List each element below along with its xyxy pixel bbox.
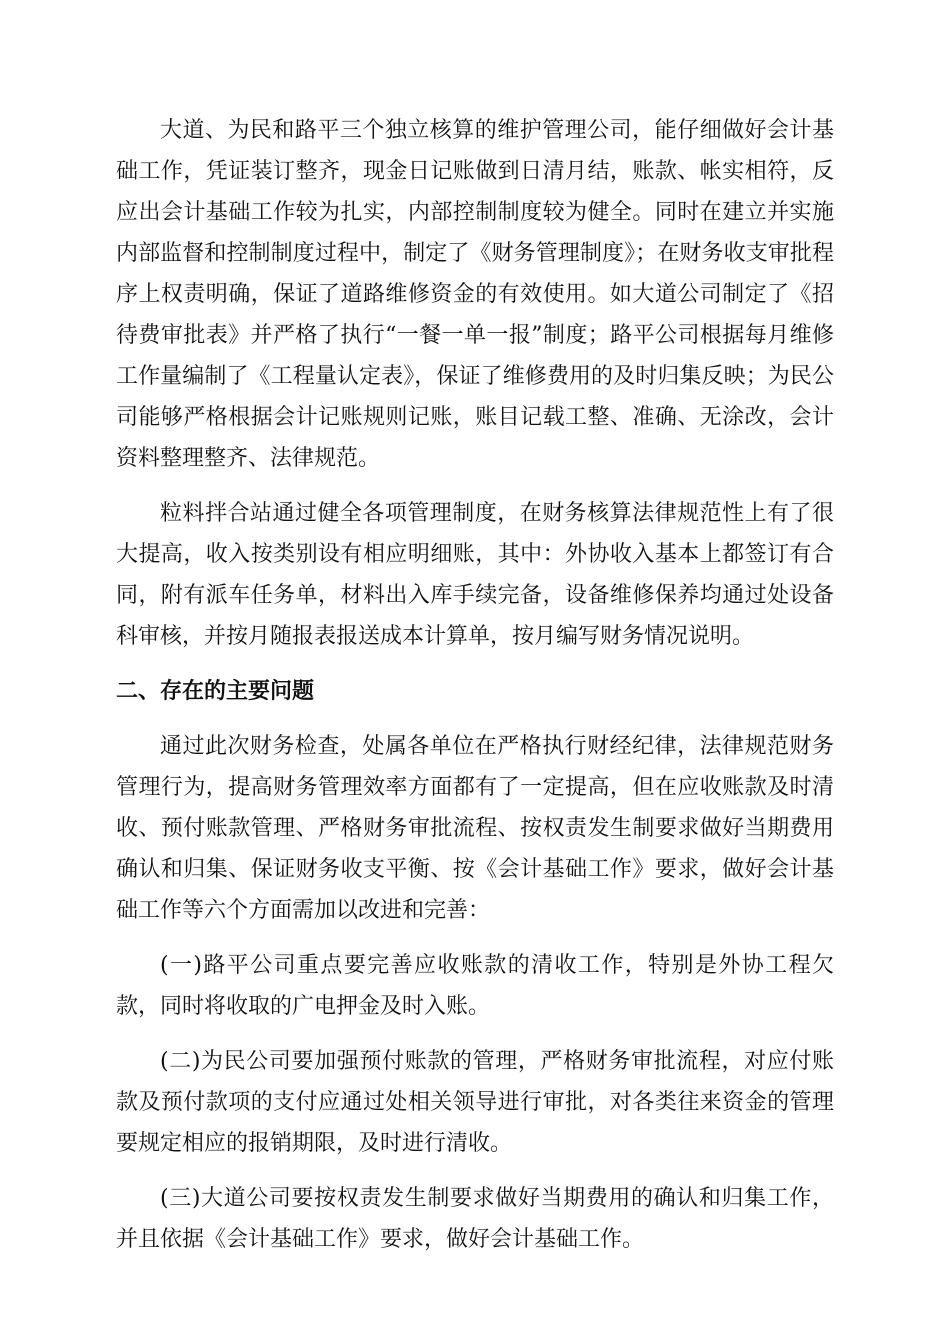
paragraph-mixing-station: 粒料拌合站通过健全各项管理制度，在财务核算法律规范性上有了很大提高，收入按类别设有相应明细账，其中：外协收入基本上都签订有合同，附有派车任务单，材料出入库手续完备，设备维修保养均通过处设备科审核，并按月随报表报送成本计算单，按月编写财务情况说明。 [116, 501, 834, 649]
paragraph-item-2: (二)为民公司要加强预付账款的管理，严格财务审批流程，对应付账款及预付款项的支付应通过处相关领导进行审批，对各类往来资金的管理要规定相应的报销期限，及时进行清收。 [116, 1049, 834, 1156]
paragraph-maintenance-companies: 大道、为民和路平三个独立核算的维护管理公司，能仔细做好会计基础工作，凭证装订整齐，现金日记账做到日清月结，账款、帐实相符，反应出会计基础工作较为扎实，内部控制制度较为健全。同时在建立并实施内部监督和控制制度过程中，制定了《财务管理制度》；在财务收支审批程序上权责明确，保证了道路维修资金的有效使用。如大道公司制定了《招待费审批表》并严格了执行“一餐一单一报”制度；路平公司根据每月维修工作量编制了《工程量认定表》，保证了维修费用的及时归集反映；为民公司能够严格根据会计记账规则记账，账目记载工整、准确、无涂改，会计资料整理整齐、法律规范。 [116, 118, 834, 471]
paragraph-item-1: (一)路平公司重点要完善应收账款的清收工作，特别是外协工程欠款，同时将收取的广电押金及时入账。 [116, 953, 834, 1019]
paragraph-item-3: (三)大道公司要按权责发生制要求做好当期费用的确认和归集工作，并且依据《会计基础工作》要求，做好会计基础工作。 [116, 1186, 834, 1252]
section-heading-main-problems: 二、存在的主要问题 [116, 679, 315, 704]
document-body [116, 110, 834, 1274]
paragraph-inspection-summary: 通过此次财务检查，处属各单位在严格执行财经纪律，法律规范财务管理行为，提高财务管理效率方面都有了一定提高，但在应收账款及时清收、预付账款管理、严格财务审批流程、按权责发生制要求做好当期费用确认和归集、保证财务收支平衡、按《会计基础工作》要求，做好会计基础工作等六个方面需加以改进和完善： [116, 734, 834, 923]
